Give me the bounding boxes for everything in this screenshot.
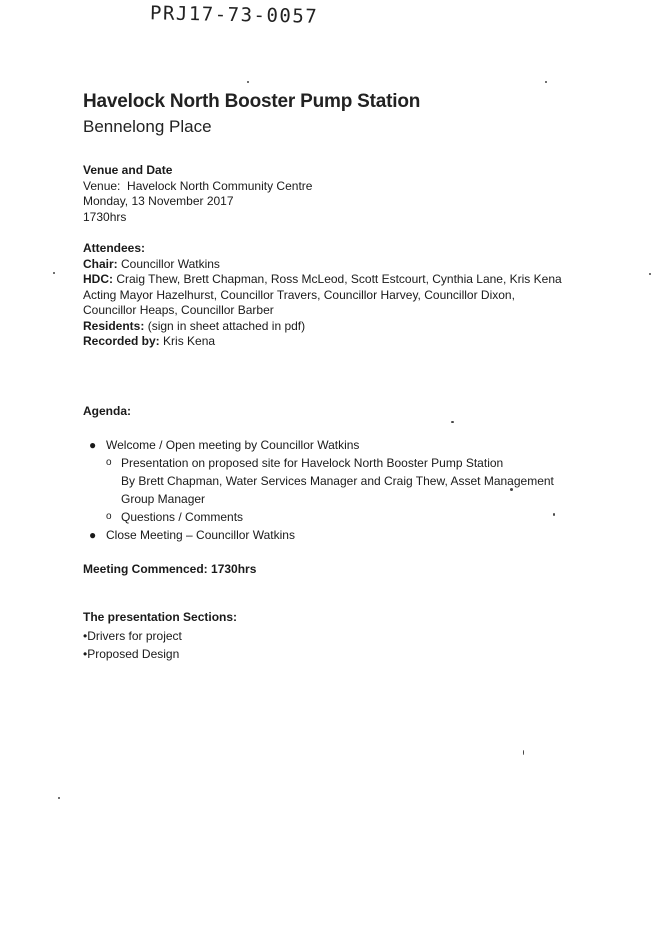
scan-speck (553, 513, 555, 516)
bullet-icon: ● (89, 528, 97, 542)
agenda-list (89, 436, 559, 544)
scan-speck (247, 81, 249, 83)
meeting-commenced: Meeting Commenced: 1730hrs (83, 562, 257, 576)
venue-label: Venue: (83, 178, 121, 193)
presentation-item-2: Proposed Design (87, 647, 180, 661)
bullet-icon: ● (89, 438, 97, 452)
agenda-item (89, 526, 559, 544)
document-title: Havelock North Booster Pump Station (83, 91, 421, 112)
scan-speck (510, 488, 513, 491)
agenda-subitem-2: Questions / Comments (121, 510, 244, 524)
hdc-line-3: Councillor Heaps, Councillor Barber (83, 303, 274, 317)
recorded-label: Recorded by: (83, 334, 160, 348)
presentation-item-1: Drivers for project (87, 628, 182, 643)
agenda-item-2: Close Meeting – Councillor Watkins (106, 528, 295, 542)
bullet-icon: • (83, 628, 88, 643)
presentation-item (83, 627, 237, 646)
venue-date-section (83, 163, 312, 225)
presentation-item (83, 645, 237, 664)
residents-line (83, 319, 562, 335)
venue-line (83, 179, 312, 195)
scan-speck (545, 81, 547, 83)
venue-value: Havelock North Community Centre (127, 178, 313, 193)
attendees-heading: Attendees: (83, 241, 146, 255)
agenda-heading-block (83, 404, 131, 420)
agenda-subitem (106, 508, 559, 526)
hdc-line-1: Craig Thew, Brett Chapman, Ross McLeod, Scott Estcourt, Cynthia Lane, Kris Kena (116, 272, 562, 286)
scan-speck (451, 421, 454, 423)
meeting-date: Monday, 13 November 2017 (83, 194, 234, 208)
hollow-bullet-icon: o (106, 511, 112, 522)
venue-date-heading: Venue and Date (83, 163, 173, 177)
agenda-sublist (89, 454, 559, 526)
attendees-section (83, 241, 562, 350)
scan-speck (523, 750, 524, 755)
presentation-heading: The presentation Sections: (83, 610, 238, 624)
residents-value: (sign in sheet attached in pdf) (147, 318, 306, 333)
handwritten-reference: PRJ17-73-0057 (149, 2, 319, 28)
agenda-subitem-1-line-3: Group Manager (121, 492, 206, 506)
scan-speck (58, 797, 60, 799)
hdc-label: HDC: (83, 272, 113, 286)
chair-value: Councillor Watkins (121, 256, 220, 271)
agenda-subitem-1: Presentation on proposed site for Havelock North Booster Pump Station (121, 456, 504, 470)
hdc-line (83, 272, 562, 288)
meeting-commenced-block (83, 562, 256, 578)
residents-label: Residents: (83, 318, 145, 333)
agenda-item-1: Welcome / Open meeting by Councillor Watkins (106, 438, 360, 452)
hollow-bullet-icon: o (106, 457, 112, 468)
scan-speck (53, 272, 55, 274)
meeting-time: 1730hrs (83, 209, 127, 224)
hdc-line-2: Acting Mayor Hazelhurst, Councillor Travers, Councillor Harvey, Councillor Dixon, (83, 287, 515, 302)
presentation-sections (83, 608, 237, 664)
scan-speck (649, 273, 651, 275)
agenda-heading: Agenda: (83, 404, 131, 418)
agenda-item (89, 436, 559, 454)
agenda-subitem (106, 454, 559, 472)
recorded-line (83, 334, 562, 350)
chair-label: Chair: (83, 256, 118, 271)
document-subtitle: Bennelong Place (83, 117, 212, 136)
bullet-icon: • (83, 647, 88, 661)
chair-line (83, 257, 562, 273)
recorded-value: Kris Kena (163, 334, 216, 348)
agenda-subitem-1-line-2: By Brett Chapman, Water Services Manager and Craig Thew, Asset Management (121, 474, 554, 488)
